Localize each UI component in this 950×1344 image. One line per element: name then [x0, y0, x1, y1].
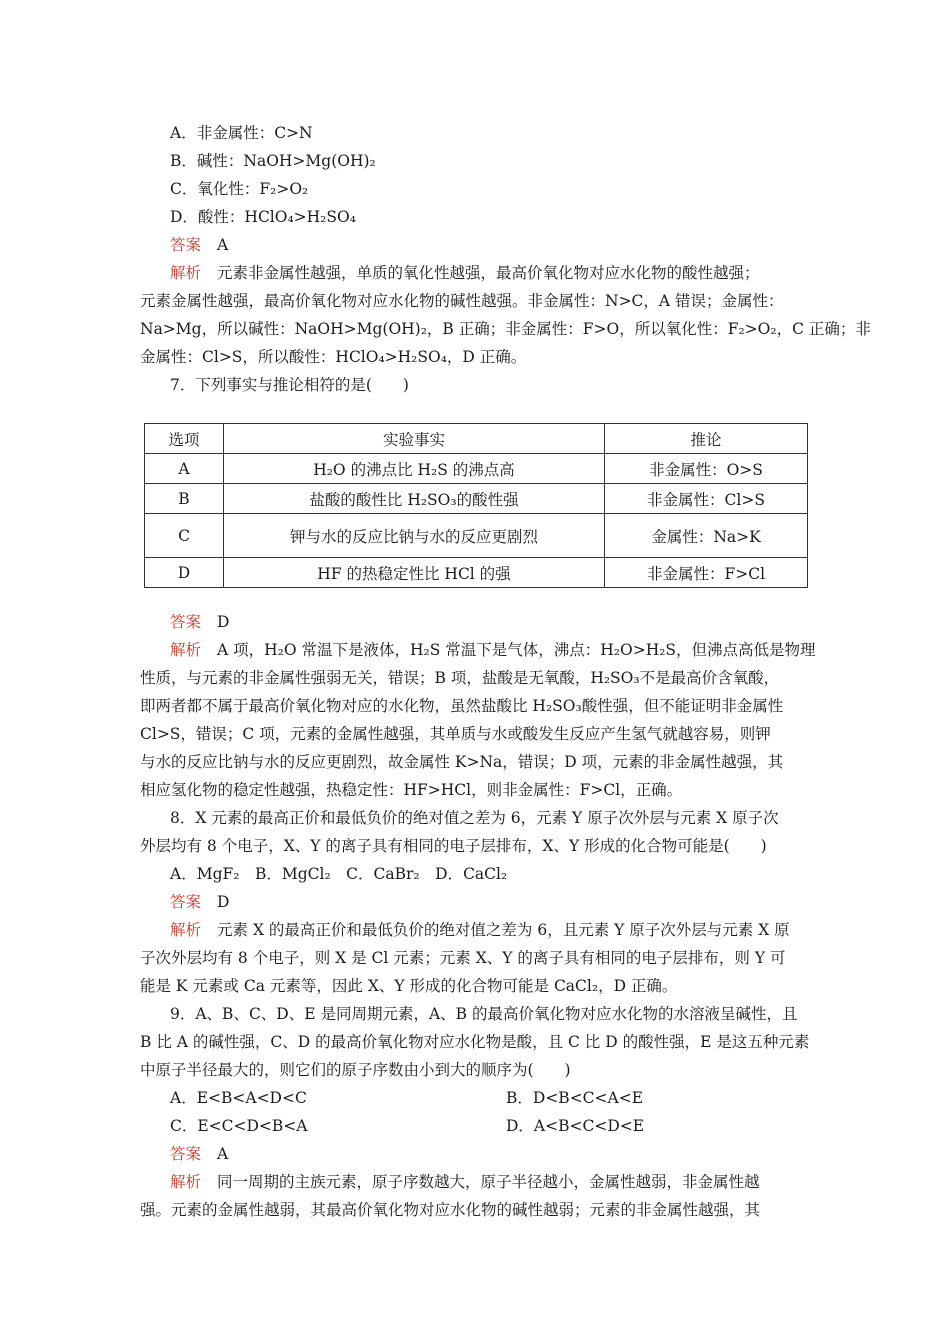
answer-label: 答案: [170, 613, 202, 631]
analysis-label: 解析: [170, 641, 202, 659]
table-row: [145, 558, 808, 588]
q7-analysis-line: 即两者都不属于最高价氧化物对应的水化物，虽然盐酸比 H₂SO₃酸性强，但不能证明非金属性: [140, 697, 784, 715]
q8-stem: 外层均有 8 个电子，X、Y 的离子具有相同的电子层排布，X、Y 形成的化合物可能是( ): [140, 837, 767, 855]
analysis-label: 解析: [170, 921, 202, 939]
q6-option-d: D．酸性：HClO₄>H₂SO₄: [170, 208, 356, 226]
table-header-row: [145, 424, 808, 454]
q9-option-c: C．E<C<D<B<A: [170, 1117, 308, 1135]
q9-option-b: B．D<B<C<A<E: [506, 1089, 644, 1107]
table-cell: D: [145, 558, 224, 588]
answer-value: A: [217, 236, 229, 254]
table-cell: A: [145, 454, 224, 484]
table-cell: 非金属性：Cl>S: [605, 484, 808, 514]
q8-analysis-line: 能是 K 元素或 Ca 元素等，因此 X、Y 形成的化合物可能是 CaCl₂，D 正确。: [140, 977, 678, 995]
table-cell: 钾与水的反应比钠与水的反应更剧烈: [224, 514, 605, 558]
q9-option-d: D．A<B<C<D<E: [506, 1117, 645, 1135]
answer-label: 答案: [170, 893, 202, 911]
q7-analysis-line: 解析 A 项，H₂O 常温下是液体，H₂S 常温下是气体，沸点：H₂O>H₂S，但沸点高低是物理: [170, 641, 816, 659]
analysis-label: 解析: [170, 264, 202, 282]
q8-stem: 8．X 元素的最高正价和最低负价的绝对值之差为 6，元素 Y 原子次外层与元素 X 原子次: [170, 809, 779, 827]
q7-analysis-line: 与水的反应比钠与水的反应更剧烈，故金属性 K>Na，错误；D 项，元素的非金属性越强，其: [140, 753, 784, 771]
table-cell: H₂O 的沸点比 H₂S 的沸点高: [224, 454, 605, 484]
q7-stem: 7．下列事实与推论相符的是( ): [170, 376, 409, 394]
q7-answer: [170, 610, 229, 632]
q9-answer: [170, 1142, 228, 1164]
q8-analysis-line: 子次外层均有 8 个电子，则 X 是 Cl 元素；元素 X、Y 的离子具有相同的电子层排布，则 Y 可: [140, 949, 786, 967]
analysis-label: 解析: [170, 1173, 202, 1191]
table-cell: 非金属性：O>S: [605, 454, 808, 484]
table-cell: B: [145, 484, 224, 514]
q6-option-c: C．氧化性：F₂>O₂: [170, 180, 309, 198]
table-cell: 盐酸的酸性比 H₂SO₃的酸性强: [224, 484, 605, 514]
q6-answer: [170, 233, 228, 255]
q7-analysis-line: 性质，与元素的非金属性强弱无关，错误；B 项，盐酸是无氧酸，H₂SO₃不是最高价含氧酸，: [140, 669, 780, 687]
q6-analysis-line: 解析 元素非金属性越强，单质的氧化性越强，最高价氧化物对应水化物的酸性越强；: [170, 264, 760, 282]
table-cell: 金属性：Na>K: [605, 514, 808, 558]
q9-analysis-line: 解析 同一周期的主族元素，原子序数越大，原子半径越小，金属性越弱，非金属性越: [170, 1173, 760, 1191]
q9-stem: B 比 A 的碱性强，C、D 的最高价氧化物对应水化物是酸，且 C 比 D 的酸性强，E 是这五种元素: [140, 1033, 810, 1051]
table-cell: 非金属性：F>Cl: [605, 558, 808, 588]
q6-analysis-line: 元素金属性越强，最高价氧化物对应水化物的碱性越强。非金属性：N>C，A 错误；金属性：: [140, 292, 784, 310]
answer-label: 答案: [170, 236, 202, 254]
q9-stem: 中原子半径最大的，则它们的原子序数由小到大的顺序为( ): [140, 1061, 571, 1079]
q8-answer: [170, 890, 229, 912]
answer-value: A: [217, 1145, 229, 1163]
q9-stem: 9．A、B、C、D、E 是同周期元素，A、B 的最高价氧化物对应水化物的水溶液呈碱性，且: [170, 1005, 798, 1023]
table-row: [145, 514, 808, 558]
q6-analysis-line: Na>Mg，所以碱性：NaOH>Mg(OH)₂，B 正确；非金属性：F>O，所以氧化性：F₂>O₂，C 正确；非: [140, 320, 871, 338]
answer-value: D: [217, 613, 230, 631]
q7-table: [144, 423, 808, 588]
answer-value: D: [217, 893, 230, 911]
table-header-cell: 推论: [605, 424, 808, 454]
q7-analysis-line: 相应氢化物的稳定性越强，热稳定性：HF>HCl，则非金属性：F>Cl，正确。: [140, 781, 683, 799]
table-cell: C: [145, 514, 224, 558]
table-row: [145, 484, 808, 514]
table-cell: HF 的热稳定性比 HCl 的强: [224, 558, 605, 588]
q8-options: A．MgF₂ B．MgCl₂ C．CaBr₂ D．CaCl₂: [170, 865, 508, 883]
answer-label: 答案: [170, 1145, 202, 1163]
table-row: [145, 454, 808, 484]
table-header-cell: 实验事实: [224, 424, 605, 454]
q6-option-b: B．碱性：NaOH>Mg(OH)₂: [170, 152, 376, 170]
q6-analysis-line: 金属性：Cl>S，所以酸性：HClO₄>H₂SO₄，D 正确。: [140, 348, 527, 366]
q9-analysis-line: 强。元素的金属性越弱，其最高价氧化物对应水化物的碱性越弱；元素的非金属性越强，其: [140, 1201, 761, 1219]
q6-option-a: A．非金属性：C>N: [170, 124, 313, 142]
q9-option-a: A．E<B<A<D<C: [170, 1089, 307, 1107]
q8-analysis-line: 解析 元素 X 的最高正价和最低负价的绝对值之差为 6，且元素 Y 原子次外层与元素 X 原: [170, 921, 790, 939]
table-header-cell: 选项: [145, 424, 224, 454]
q7-analysis-line: Cl>S，错误；C 项，元素的金属性越强，其单质与水或酸发生反应产生氢气就越容易，则钾: [140, 725, 771, 743]
